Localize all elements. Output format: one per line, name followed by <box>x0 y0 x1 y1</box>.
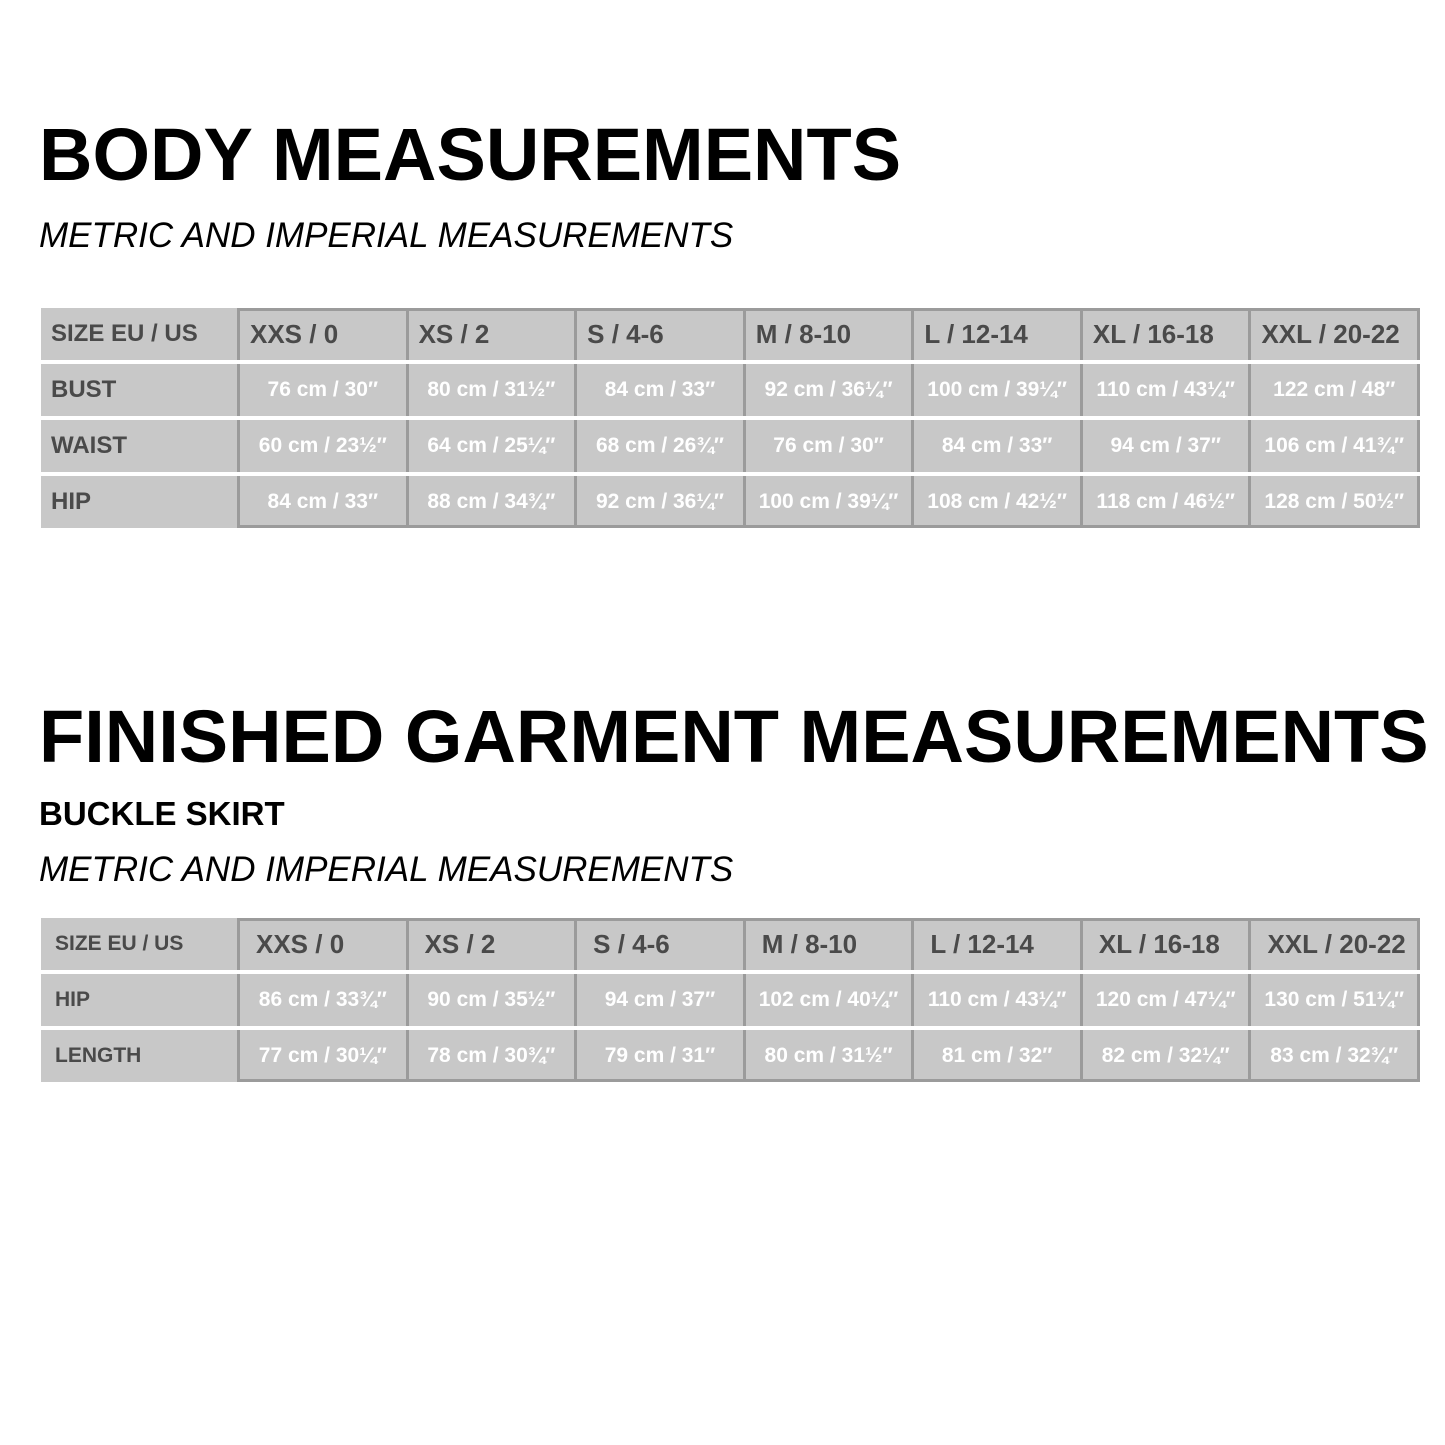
measurement-cell: 60 cm / 23½″ <box>237 420 406 472</box>
table-row-hip <box>41 974 1420 1026</box>
table-row-hip <box>41 476 1420 528</box>
size-header-cell: XXS / 0 <box>237 308 406 360</box>
measurement-cell: 76 cm / 30″ <box>743 420 912 472</box>
measurement-cell: 83 cm / 32¾″ <box>1248 1030 1420 1082</box>
size-header-cell: XXL / 20-22 <box>1248 308 1420 360</box>
measurement-cell: 92 cm / 36¼″ <box>743 364 912 416</box>
measurement-cell: 100 cm / 39¼″ <box>743 476 912 528</box>
measurement-cell: 94 cm / 37″ <box>574 974 743 1026</box>
garment-size-table <box>41 918 1420 1082</box>
measurement-cell: 77 cm / 30¼″ <box>237 1030 406 1082</box>
table-header-row <box>41 308 1420 360</box>
measurement-cell: 122 cm / 48″ <box>1248 364 1420 416</box>
row-label: HIP <box>41 476 237 528</box>
measurement-cell: 108 cm / 42½″ <box>911 476 1080 528</box>
size-header-cell: M / 8-10 <box>743 918 912 970</box>
measurement-cell: 90 cm / 35½″ <box>406 974 575 1026</box>
measurement-cell: 79 cm / 31″ <box>574 1030 743 1082</box>
measurement-cell: 130 cm / 51¼″ <box>1248 974 1420 1026</box>
measurement-cell: 64 cm / 25¼″ <box>406 420 575 472</box>
measurement-cell: 80 cm / 31½″ <box>743 1030 912 1082</box>
measurement-cell: 82 cm / 32¼″ <box>1080 1030 1249 1082</box>
measurement-cell: 106 cm / 41¾″ <box>1248 420 1420 472</box>
size-header-cell: L / 12-14 <box>911 308 1080 360</box>
body-size-table <box>41 308 1420 528</box>
measurement-cell: 128 cm / 50½″ <box>1248 476 1420 528</box>
measurement-cell: 110 cm / 43¼″ <box>911 974 1080 1026</box>
size-header-cell: XS / 2 <box>406 918 575 970</box>
measurement-cell: 100 cm / 39¼″ <box>911 364 1080 416</box>
table-row-length <box>41 1030 1420 1082</box>
measurement-cell: 84 cm / 33″ <box>237 476 406 528</box>
size-header-cell: S / 4-6 <box>574 308 743 360</box>
product-name: BUCKLE SKIRT <box>39 795 285 832</box>
measurement-cell: 110 cm / 43¼″ <box>1080 364 1249 416</box>
size-header-cell: XL / 16-18 <box>1080 918 1249 970</box>
size-header-cell: M / 8-10 <box>743 308 912 360</box>
size-header-cell: XXL / 20-22 <box>1248 918 1420 970</box>
measurement-cell: 78 cm / 30¾″ <box>406 1030 575 1082</box>
size-column-label: SIZE EU / US <box>41 918 237 970</box>
table-header-row <box>41 918 1420 970</box>
body-measurements-title: BODY MEASUREMENTS <box>39 113 902 196</box>
measurement-cell: 120 cm / 47¼″ <box>1080 974 1249 1026</box>
garment-measurements-subtitle: METRIC AND IMPERIAL MEASUREMENTS <box>39 850 734 889</box>
measurement-cell: 68 cm / 26¾″ <box>574 420 743 472</box>
size-header-cell: XL / 16-18 <box>1080 308 1249 360</box>
row-label: LENGTH <box>41 1030 237 1082</box>
measurement-cell: 102 cm / 40¼″ <box>743 974 912 1026</box>
measurement-cell: 94 cm / 37″ <box>1080 420 1249 472</box>
row-label: WAIST <box>41 420 237 472</box>
size-header-cell: XXS / 0 <box>237 918 406 970</box>
size-header-cell: L / 12-14 <box>911 918 1080 970</box>
measurement-cell: 76 cm / 30″ <box>237 364 406 416</box>
body-measurements-subtitle: METRIC AND IMPERIAL MEASUREMENTS <box>39 216 734 255</box>
measurement-cell: 84 cm / 33″ <box>574 364 743 416</box>
measurement-cell: 86 cm / 33¾″ <box>237 974 406 1026</box>
size-column-label: SIZE EU / US <box>41 308 237 360</box>
measurement-cell: 80 cm / 31½″ <box>406 364 575 416</box>
measurement-cell: 118 cm / 46½″ <box>1080 476 1249 528</box>
measurement-cell: 88 cm / 34¾″ <box>406 476 575 528</box>
measurement-cell: 84 cm / 33″ <box>911 420 1080 472</box>
row-label: HIP <box>41 974 237 1026</box>
size-header-cell: XS / 2 <box>406 308 575 360</box>
table-row-bust <box>41 364 1420 416</box>
measurement-cell: 92 cm / 36¼″ <box>574 476 743 528</box>
garment-measurements-title: FINISHED GARMENT MEASUREMENTS <box>39 695 1429 778</box>
size-header-cell: S / 4-6 <box>574 918 743 970</box>
table-row-waist <box>41 420 1420 472</box>
measurement-cell: 81 cm / 32″ <box>911 1030 1080 1082</box>
row-label: BUST <box>41 364 237 416</box>
